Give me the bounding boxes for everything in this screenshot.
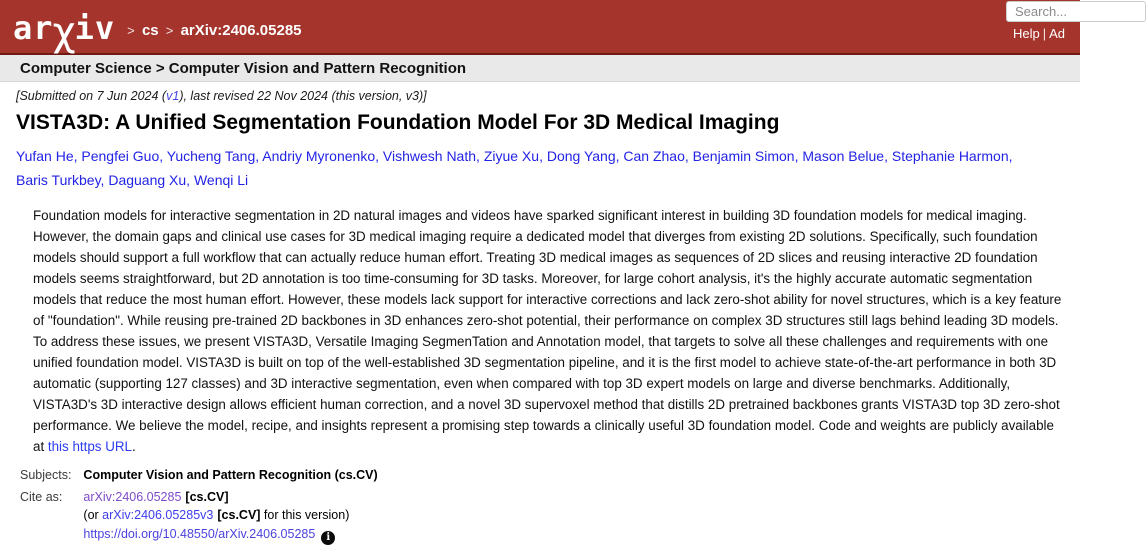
author-link[interactable]: Mason Belue [802, 148, 885, 164]
metadata-table [16, 466, 378, 545]
subjects-value: Computer Vision and Pattern Recognition (cs.CV) [83, 468, 378, 482]
cite-as-row [16, 485, 378, 545]
version-suffix: for this version) [260, 508, 350, 522]
doi-line [83, 525, 377, 545]
abstract-text [33, 205, 1064, 457]
author-link[interactable]: Baris Turkbey [16, 172, 101, 188]
authors-line: Yufan He, Pengfei Guo, Yucheng Tang, Andriy Myronenko, Vishwesh Nath, Ziyue Xu, Dong Yang, Can Zhao, Benjamin Simon, Mason Belue, Stephanie Harmon, Baris Turkbey, Daguang Xu, Wenqi Li [16, 148, 1013, 188]
breadcrumb [124, 22, 301, 39]
subjects-row [16, 466, 378, 485]
metadata-section [16, 466, 1064, 545]
advanced-link[interactable]: Ad [1049, 26, 1066, 41]
breadcrumb-section-link[interactable]: cs [141, 22, 159, 39]
author-link[interactable]: Can Zhao [623, 148, 685, 164]
abstract-period: . [132, 439, 136, 454]
submission-suffix: ), last revised 22 Nov 2024 (this version, v3)] [179, 89, 427, 103]
breadcrumb-separator: > [165, 23, 174, 38]
author-link[interactable]: Benjamin Simon [692, 148, 795, 164]
submission-prefix: [Submitted on 7 Jun 2024 ( [16, 89, 167, 103]
cite-line [83, 488, 377, 507]
abstract-page [0, 89, 1080, 545]
paper-title: VISTA3D: A Unified Segmentation Foundation Model For 3D Medical Imaging [16, 111, 780, 134]
abstract-body: Foundation models for interactive segmentation in 2D natural images and videos have sparked significant interest in building 3D foundation models for medical imaging. However, the domain gaps and clinical use cases for 3D medical imaging require a dedicated model that diverges from existing 2D solutions. Specifically, such foundation models should support a full workflow that can actually reduce human effort. Treating 3D medical images as sequences of 2D slices and reusing interactive 2D foundation models seems straightforward, but 2D annotation is too time-consuming for 3D tasks. Moreover, for large cohort analysis, it's the highly accurate automatic segmentation models that reduce the most human effort. However, these models lack support for interactive corrections and lack zero-shot ability for novel structures, which is a key feature of "foundation". While reusing pre-trained 2D backbones in 3D enhances zero-shot potential, their performance on complex 3D structures still lags behind leading 3D models. To address these issues, we present VISTA3D, Versatile Imaging SegmenTation and Annotation model, that targets to solve all these challenges and requirements with one unified foundation model. VISTA3D is built on top of the well-established 3D segmentation pipeline, and it is the first model to achieve state-of-the-art performance in both 3D automatic (supporting 127 classes) and 3D interactive segmentation, even when compared with top 3D expert models on large and diverse benchmarks. Additionally, VISTA3D's 3D interactive design allows efficient human correction, and a novel 3D supervoxel method that distills 2D pretrained backbones grants VISTA3D top 3D zero-shot performance. We believe the model, recipe, and insights represent a promising step towards a clinically useful 3D foundation model. Code and weights are publicly available at [33, 208, 1062, 454]
arxiv-logo[interactable] [13, 6, 116, 55]
v1-link[interactable]: v1 [166, 89, 180, 103]
breadcrumb-paper-id-link[interactable]: arXiv:2406.05285 [180, 22, 302, 39]
search-input[interactable] [1006, 1, 1146, 22]
banner-logo-row [13, 6, 302, 55]
author-link[interactable]: Wenqi Li [193, 172, 249, 188]
cite-as-label: Cite as: [20, 489, 63, 504]
version-category: [cs.CV] [217, 508, 261, 522]
arxiv-logo-text: ar [13, 9, 54, 47]
author-link[interactable]: Andriy Myronenko [262, 148, 376, 164]
subject-heading: Computer Science > Computer Vision and Pattern Recognition [20, 60, 467, 77]
author-link[interactable]: Stephanie Harmon [891, 148, 1009, 164]
breadcrumb-separator: > [127, 23, 135, 38]
author-link[interactable]: Pengfei Guo [81, 148, 160, 164]
submission-note [16, 89, 1064, 103]
subject-bar [0, 55, 1080, 82]
author-link[interactable]: Daguang Xu [108, 172, 187, 188]
top-banner [0, 0, 1080, 55]
version-prefix: (or [83, 508, 103, 522]
cite-category: [cs.CV] [185, 489, 229, 504]
version-arxiv-link[interactable]: arXiv:2406.05285v3 [102, 508, 214, 522]
author-link[interactable]: Ziyue Xu [483, 148, 540, 164]
abstract-url-link[interactable]: this https URL [47, 439, 132, 454]
version-line [83, 506, 377, 525]
subjects-label: Subjects: [20, 468, 72, 482]
arxiv-chi-icon: χ [52, 9, 76, 55]
author-link[interactable]: Dong Yang [546, 148, 616, 164]
author-link[interactable]: Yufan He [16, 148, 74, 164]
help-link[interactable]: Help [1013, 26, 1040, 41]
author-link[interactable]: Vishwesh Nath [382, 148, 477, 164]
arxiv-logo-text: iv [74, 9, 116, 47]
info-icon[interactable]: i [321, 531, 335, 545]
nav-separator: | [1042, 26, 1047, 41]
banner-nav [1013, 26, 1065, 41]
cite-arxiv-link[interactable]: arXiv:2406.05285 [83, 489, 182, 504]
author-link[interactable]: Yucheng Tang [166, 148, 256, 164]
doi-link[interactable]: https://doi.org/10.48550/arXiv.2406.05285 [83, 526, 316, 541]
